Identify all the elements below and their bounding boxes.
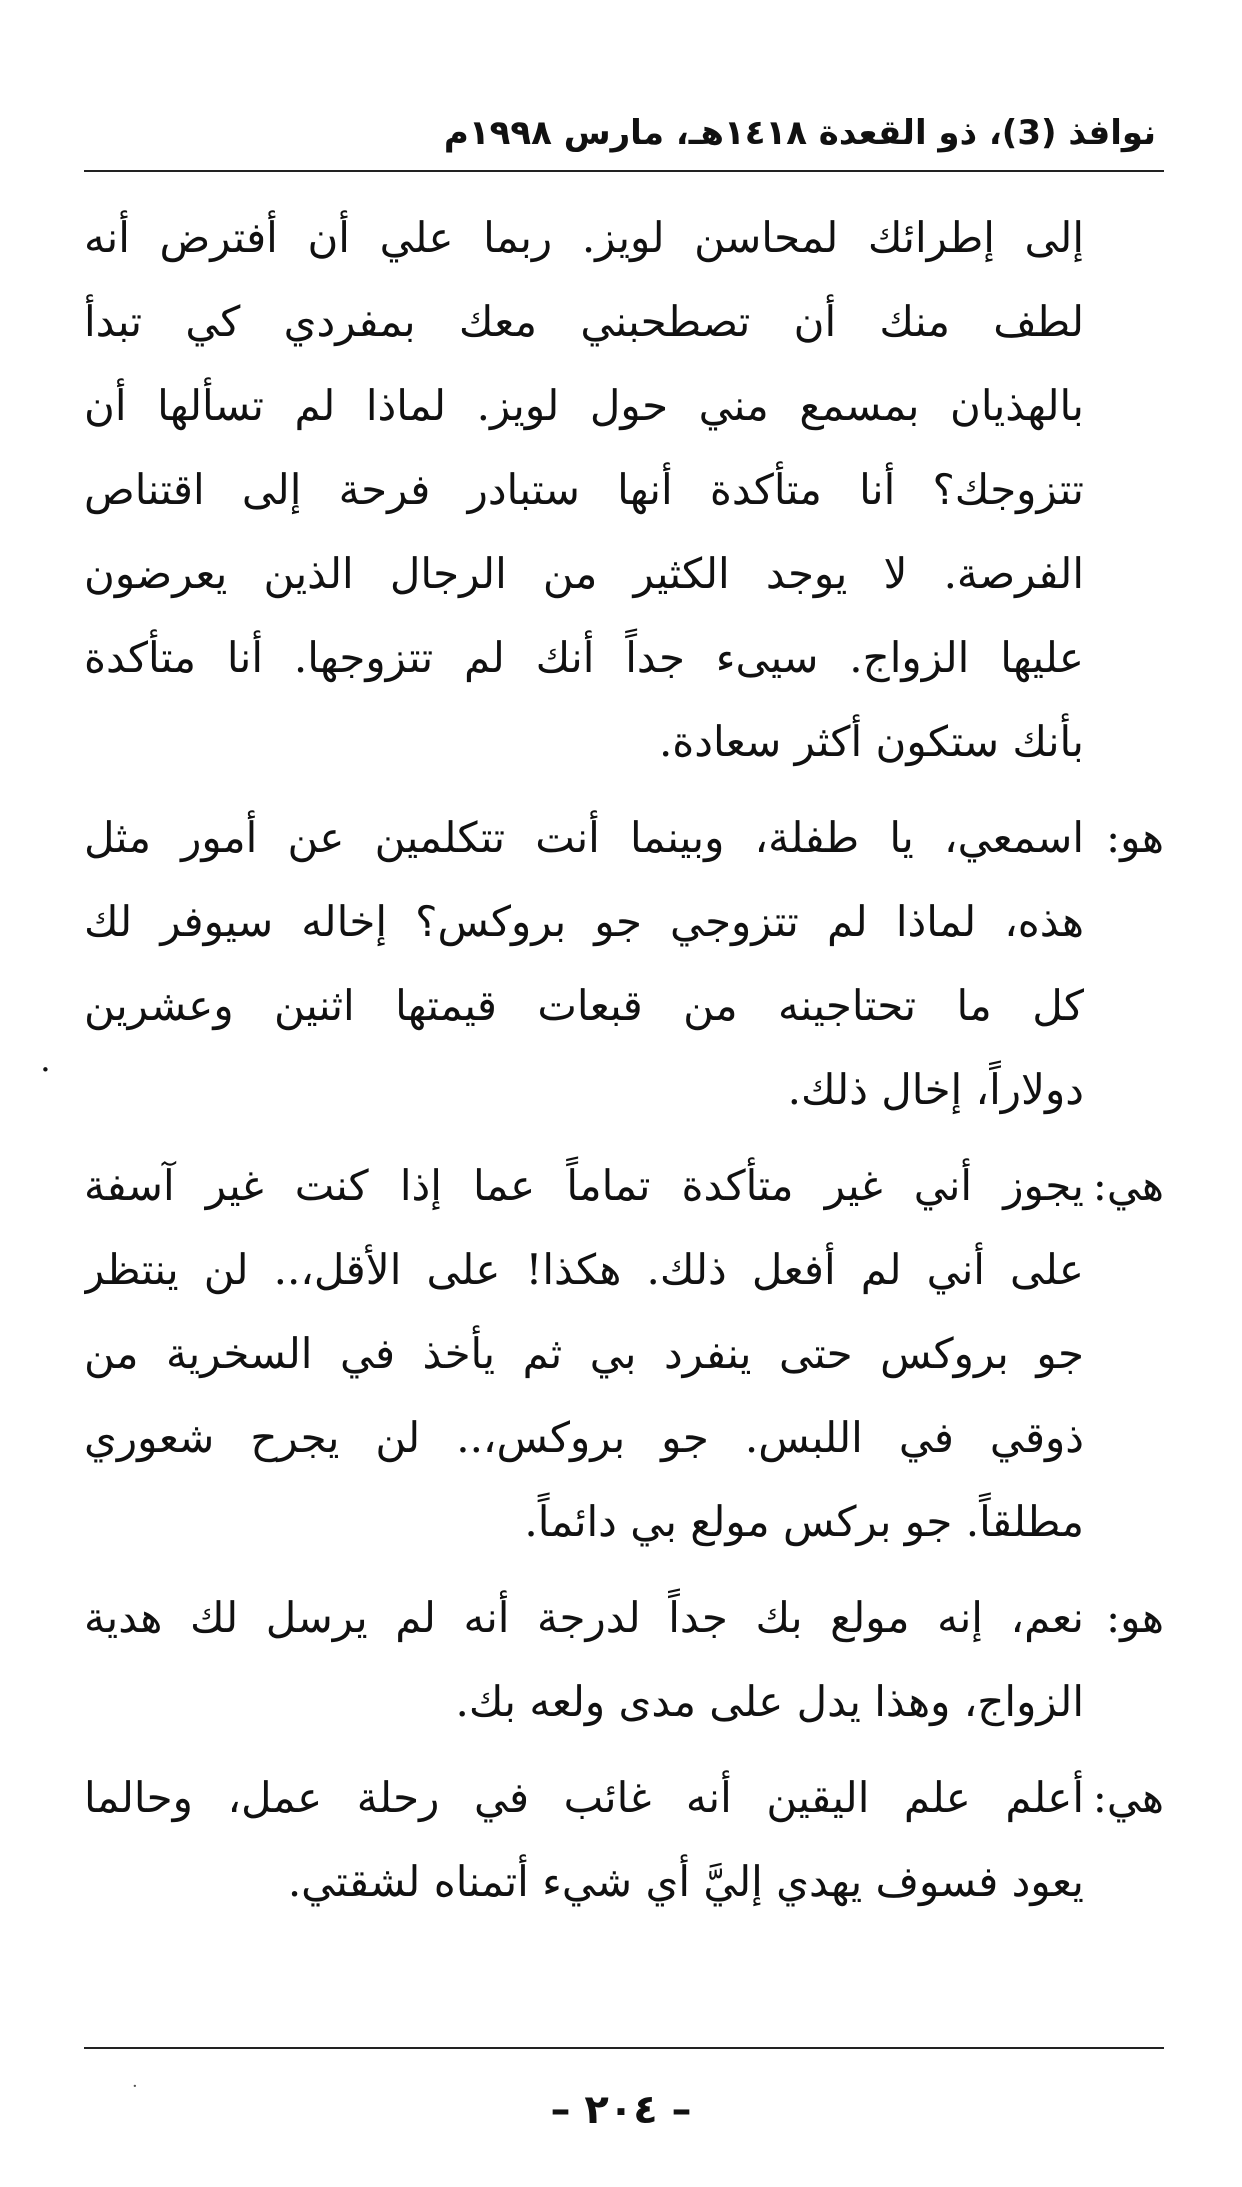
text-line: عليها الزواج. سيىء جداً أنك لم تتزوجها. أنا متأكدة (84, 633, 1084, 682)
running-header: نوافذ (3)، ذو القعدة ١٤١٨هـ، مارس ١٩٩٨م (443, 113, 1156, 153)
text-line: يعود فسوف يهدي إليَّ أي شيء أتمناه لشقتي. (287, 1857, 1084, 1906)
footer-divider (84, 2047, 1164, 2049)
text-line: يجوز أني غير متأكدة تماماً عما إذا كنت غير آسفة (84, 1161, 1084, 1210)
text-line: على أني لم أفعل ذلك. هكذا! على الأقل،.. لن ينتظر (84, 1245, 1084, 1294)
text-line: الفرصة. لا يوجد الكثير من الرجال الذين يعرضون (84, 549, 1084, 598)
speaker-label: هي: (1092, 1773, 1164, 1822)
text-line: هذه، لماذا لم تتزوجي جو بروكس؟ إخاله سيوفر لك (84, 897, 1084, 946)
stray-dot-mark: . (40, 1040, 51, 1080)
speaker-label: هي: (1092, 1161, 1164, 1210)
body-text (84, 196, 1164, 1936)
text-line: ذوقي في اللبس. جو بروكس،.. لن يجرح شعوري (84, 1413, 1084, 1462)
paragraph-5 (84, 1756, 1164, 1924)
text-line: كل ما تحتاجينه من قبعات قيمتها اثنين وعشرين (84, 981, 1084, 1030)
text-line: لطف منك أن تصطحبني معك بمفردي كي تبدأ (84, 297, 1084, 346)
text-line: بأنك ستكون أكثر سعادة. (658, 717, 1084, 766)
header-divider (84, 170, 1164, 172)
paragraph-4 (84, 1576, 1164, 1744)
speaker-label: هو: (1106, 813, 1164, 862)
paragraph-1 (84, 196, 1164, 784)
text-line: اسمعي، يا طفلة، وبينما أنت تتكلمين عن أمور مثل (84, 813, 1084, 862)
text-line: إلى إطرائك لمحاسن لويز. ربما علي أن أفترض أنه (84, 213, 1084, 262)
text-line: جو بروكس حتى ينفرد بي ثم يأخذ في السخرية من (84, 1329, 1084, 1378)
text-line: مطلقاً. جو بركس مولع بي دائماً. (524, 1497, 1084, 1546)
page-number: – ٢٠٤ – (550, 2087, 692, 2133)
text-line: أعلم علم اليقين أنه غائب في رحلة عمل، وحالما (84, 1773, 1084, 1822)
paragraph-3 (84, 1144, 1164, 1564)
text-line: تتزوجك؟ أنا متأكدة أنها ستبادر فرحة إلى اقتناص (84, 465, 1084, 514)
text-line: دولاراً، إخال ذلك. (787, 1065, 1084, 1114)
text-line: بالهذيان بمسمع مني حول لويز. لماذا لم تسألها أن (84, 381, 1084, 430)
scan-speck-mark: · (132, 2076, 138, 2097)
paragraph-2 (84, 796, 1164, 1132)
speaker-label: هو: (1106, 1593, 1164, 1642)
text-line: الزواج، وهذا يدل على مدى ولعه بك. (455, 1677, 1084, 1726)
text-line: نعم، إنه مولع بك جداً لدرجة أنه لم يرسل لك هدية (84, 1593, 1084, 1642)
